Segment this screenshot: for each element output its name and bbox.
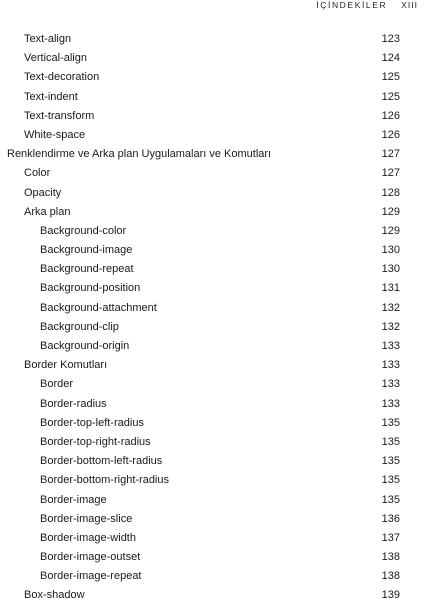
toc-entry-title: Border-bottom-right-radius [40,474,169,487]
toc-entry [0,145,424,164]
toc-entry [0,567,424,586]
toc-entry-title: Background-attachment [40,301,157,314]
toc-entry-title: Text-decoration [24,71,100,84]
toc-entry-title: Box-shadow [24,589,85,602]
toc-entry-page: 139 [381,589,400,602]
toc-entry-title: Border-bottom-left-radius [40,455,163,468]
toc-entry-page: 137 [381,531,400,544]
toc-entry-title: Text-indent [24,90,78,103]
toc-entry [0,414,424,433]
toc-entry-page: 132 [381,301,400,314]
toc-entry-page: 127 [381,167,400,180]
toc-entry-page: 135 [381,416,400,429]
toc-entry-page: 129 [381,205,400,218]
toc-entry-page: 123 [381,33,400,45]
toc-entry [0,164,424,183]
toc-entry-title: Text-align [24,33,72,45]
toc-entry [0,356,424,375]
toc-entry [0,529,424,548]
toc-entry [0,222,424,241]
toc-entry-page: 124 [381,52,400,65]
toc-entry [0,203,424,222]
toc-entry [0,375,424,394]
toc-entry [0,88,424,107]
toc-entry-page: 135 [381,435,400,448]
toc-entry-page: 130 [381,263,400,276]
toc-entry-page: 133 [381,378,400,391]
toc-entry-page: 133 [381,340,400,352]
toc-entry [0,299,424,318]
toc-entry [0,241,424,260]
toc-entry-title: Border-image-width [40,531,136,544]
toc-entry-title: Arka plan [24,205,71,218]
toc-entry-page: 138 [381,570,400,583]
toc-entry [0,471,424,490]
toc-entry-title: Color [24,167,51,180]
toc-entry-page: 135 [381,493,400,506]
toc-entry [0,452,424,471]
toc-entry [0,586,424,605]
toc-entry [0,395,424,414]
toc-entry [0,318,424,337]
toc-entry-title: White-space [24,128,86,141]
toc-entry-page: 125 [381,71,400,84]
page-number: XIII [401,0,418,10]
toc-entry [0,279,424,298]
toc-entry-title: Background-position [40,282,141,295]
toc-entry-page: 125 [381,90,400,103]
toc-entry-title: Background-repeat [40,263,134,276]
toc-entry-title: Border Komutları [24,359,108,372]
toc-entry [0,260,424,279]
toc-entry-page: 138 [381,551,400,564]
running-header [316,0,418,12]
table-of-contents [0,30,424,606]
toc-entry-page: 133 [381,397,400,410]
toc-entry-title: Background-color [40,224,127,237]
toc-entry-page: 128 [381,186,400,199]
running-title: İÇİNDEKİLER [316,0,388,10]
toc-entry-title: Background-origin [40,340,130,352]
toc-entry-page: 126 [381,128,400,141]
toc-entry [0,184,424,203]
toc-entry-title: Renklendirme ve Arka plan Uygulamaları ve Komutları [7,148,272,161]
toc-entry-page: 130 [381,244,400,257]
toc-entry-page: 131 [381,282,400,295]
toc-entry-title: Border-top-left-radius [40,416,144,429]
toc-entry [0,433,424,452]
toc-entry-title: Border-image-repeat [40,570,142,583]
toc-entry-title: Background-image [40,244,133,257]
toc-entry [0,510,424,529]
toc-entry-title: Background-clip [40,320,119,333]
toc-entry-title: Border-image [40,493,107,506]
toc-entry [0,548,424,567]
toc-entry-page: 132 [381,320,400,333]
toc-entry-page: 136 [381,512,400,525]
toc-entry-title: Text-transform [24,109,95,122]
toc-entry [0,491,424,510]
toc-entry [0,126,424,145]
toc-entry [0,30,424,49]
toc-entry-page: 133 [381,359,400,372]
toc-entry-page: 129 [381,224,400,237]
toc-entry-page: 127 [381,148,400,161]
toc-entry [0,49,424,68]
toc-entry-page: 126 [381,109,400,122]
toc-entry-title: Border [40,378,74,391]
toc-entry-title: Border-radius [40,397,107,410]
toc-entry-page: 135 [381,455,400,468]
toc-entry-title: Vertical-align [24,52,87,65]
toc-entry [0,337,424,356]
toc-entry-page: 135 [381,474,400,487]
toc-entry [0,68,424,87]
toc-entry-title: Border-image-slice [40,512,133,525]
toc-entry-title: Border-top-right-radius [40,435,151,448]
toc-entry-title: Opacity [24,186,62,199]
toc-entry [0,107,424,126]
toc-entry-title: Border-image-outset [40,551,141,564]
